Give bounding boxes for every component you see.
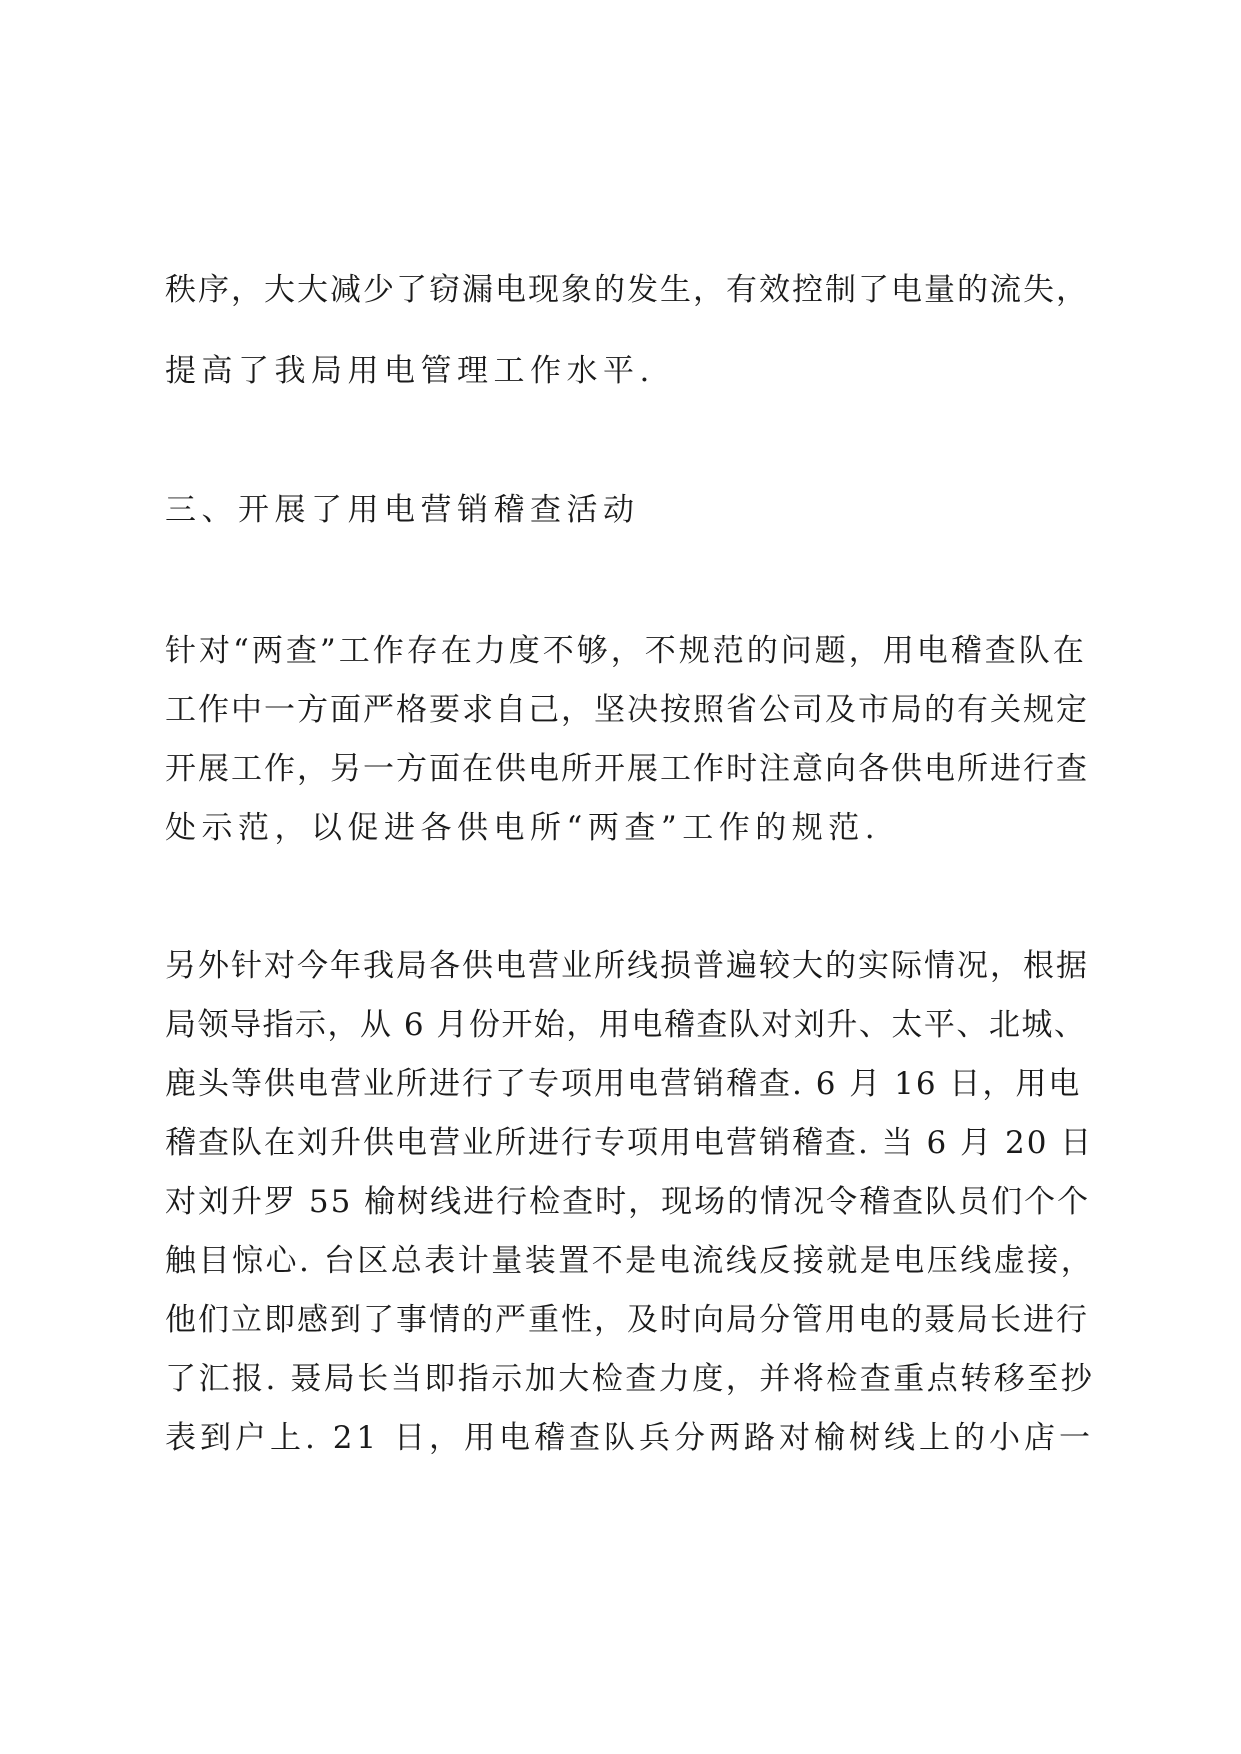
paragraph-line: 触目惊心. 台区总表计量装置不是电流线反接就是电压线虚接， bbox=[165, 1243, 1095, 1279]
paragraph-line: 处示范，以促进各供电所“两查”工作的规范. bbox=[165, 810, 881, 846]
paragraph-line: 提高了我局用电管理工作水平. bbox=[165, 353, 655, 389]
paragraph-line: 秩序，大大减少了窃漏电现象的发生，有效控制了电量的流失， bbox=[165, 272, 1089, 308]
paragraph-line: 表到户上. 21 日，用电稽查队兵分两路对榆树线上的小店一 bbox=[165, 1420, 1095, 1456]
paragraph-line: 工作中一方面严格要求自己，坚决按照省公司及市局的有关规定 bbox=[165, 692, 1089, 728]
paragraph-line: 对刘升罗 55 榆树线进行检查时，现场的情况令稽查队员们个个 bbox=[165, 1184, 1091, 1220]
paragraph-line: 他们立即感到了事情的严重性，及时向局分管用电的聂局长进行 bbox=[165, 1302, 1089, 1338]
paragraph-line: 鹿头等供电营业所进行了专项用电营销稽查. 6 月 16 日，用电 bbox=[165, 1066, 1082, 1102]
section-heading: 三、开展了用电营销稽查活动 bbox=[165, 492, 640, 528]
paragraph-line: 另外针对今年我局各供电营业所线损普遍较大的实际情况，根据 bbox=[165, 948, 1089, 984]
paragraph-line: 针对“两查”工作存在力度不够，不规范的问题，用电稽查队在 bbox=[165, 633, 1087, 669]
paragraph-line: 了汇报. 聂局长当即指示加大检查力度，并将检查重点转移至抄 bbox=[165, 1361, 1095, 1397]
paragraph-line: 稽查队在刘升供电营业所进行专项用电营销稽查. 当 6 月 20 日 bbox=[165, 1125, 1094, 1161]
paragraph-line: 局领导指示，从 6 月份开始，用电稽查队对刘升、太平、北城、 bbox=[165, 1007, 1087, 1043]
paragraph-line: 开展工作，另一方面在供电所开展工作时注意向各供电所进行查 bbox=[165, 751, 1089, 787]
